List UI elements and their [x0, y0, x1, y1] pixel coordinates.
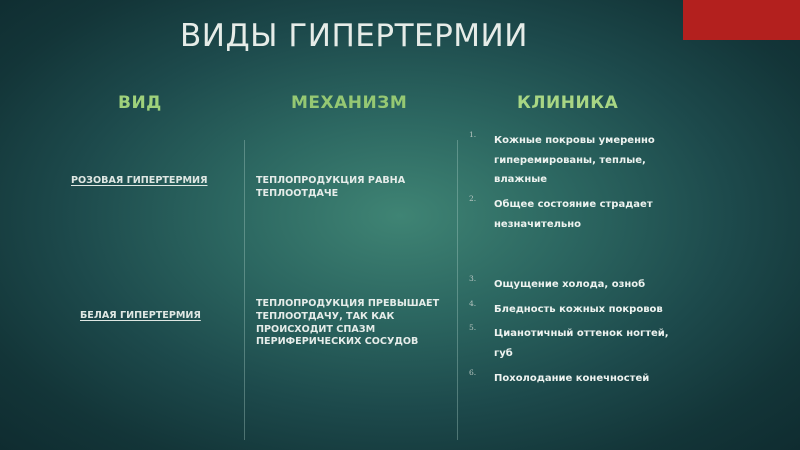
list-number: 2. — [469, 194, 477, 204]
list-number: 5. — [469, 323, 477, 333]
list-text: Похолодание конечностей — [494, 372, 650, 384]
list-number: 3. — [469, 274, 477, 283]
column-divider — [244, 140, 245, 440]
mechanism-line: ПРОИСХОДИТ СПАЗМ — [256, 323, 376, 335]
header-clinic: КЛИНИКА — [517, 93, 619, 113]
clinic-list-pink — [469, 128, 669, 236]
kind-white-hyperthermia: БЕЛАЯ ГИПЕРТЕРМИЯ — [80, 310, 201, 321]
list-text: Кожные покровы умеренно гиперемированы, теплые, влажные — [494, 135, 655, 186]
mechanism-line: ПЕРИФЕРИЧЕСКИХ СОСУДОВ — [256, 336, 419, 348]
clinic-list-white — [469, 272, 669, 390]
mechanism-line: ТЕПЛООТДАЧУ, ТАК КАК — [256, 310, 395, 322]
list-item — [469, 128, 669, 187]
list-item — [469, 272, 669, 292]
column-divider — [457, 140, 458, 440]
header-kind: ВИД — [118, 93, 162, 113]
mechanism-line: ТЕПЛОПРОДУКЦИЯ ПРЕВЫШАЕТ — [256, 298, 440, 309]
list-item — [469, 297, 669, 317]
mechanism-line: ТЕПЛОПРОДУКЦИЯ РАВНА — [256, 175, 406, 186]
accent-bar — [683, 0, 800, 40]
list-text: Цианотичный оттенок ногтей, губ — [494, 328, 669, 360]
mechanism-line: ТЕПЛООТДАЧЕ — [256, 187, 339, 199]
list-number: 4. — [469, 298, 477, 308]
kind-pink-hyperthermia: РОЗОВАЯ ГИПЕРТЕРМИЯ — [71, 175, 208, 186]
header-mechanism: МЕХАНИЗМ — [291, 93, 408, 113]
list-text: Общее состояние страдает незначительно — [494, 199, 653, 230]
list-number: 6. — [469, 367, 477, 377]
list-item — [469, 366, 669, 386]
list-text: Бледность кожных покровов — [494, 303, 663, 315]
mechanism-pink — [256, 175, 405, 201]
slide-title: ВИДЫ ГИПЕРТЕРМИИ — [180, 18, 528, 54]
list-text: Ощущение холода, озноб — [494, 279, 646, 290]
list-item — [469, 192, 669, 231]
list-item — [469, 321, 669, 360]
list-number: 1. — [469, 130, 477, 139]
mechanism-white — [256, 298, 439, 349]
